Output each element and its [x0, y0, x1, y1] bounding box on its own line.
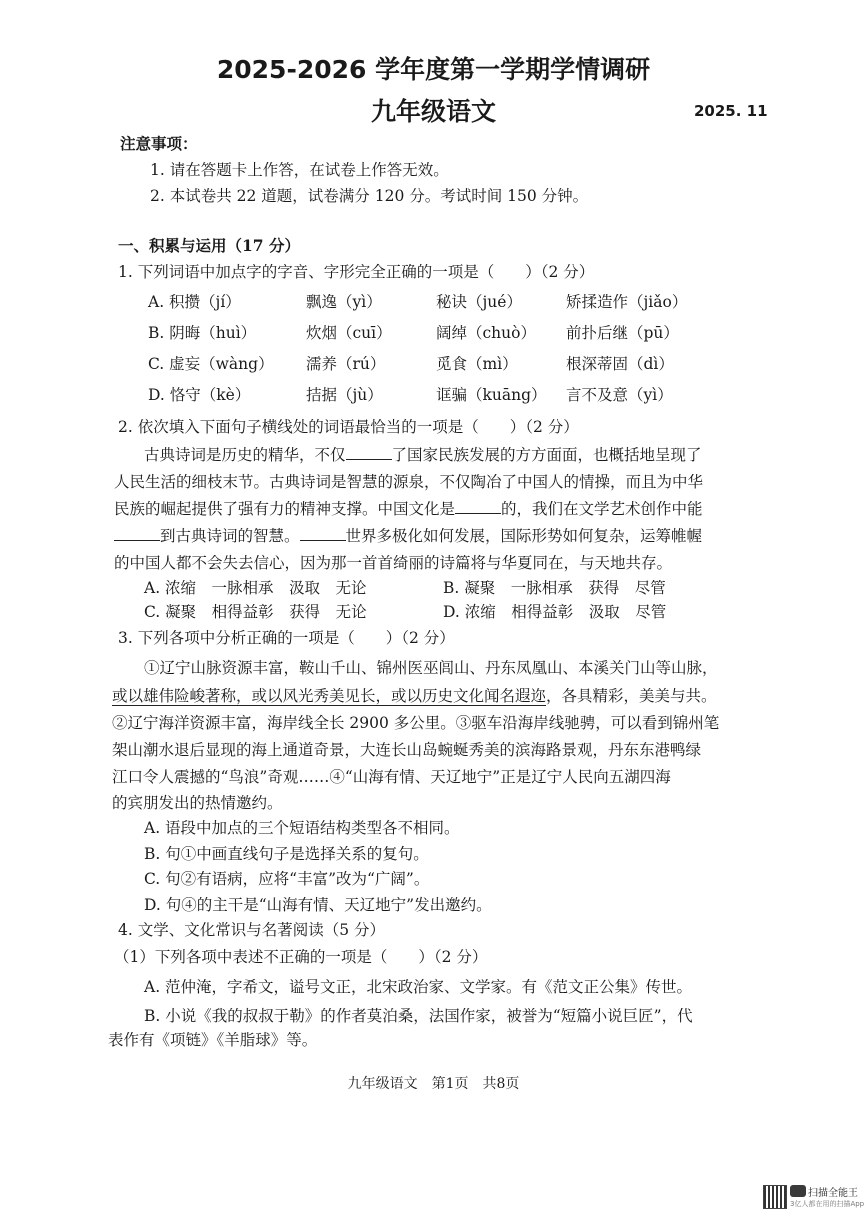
option-cell: 矫揉造作（jiǎo）: [566, 293, 688, 311]
option-cell: D. 恪守（kè）: [148, 386, 251, 404]
passage-text: 民族的崛起提供了强有力的精神支撑。中国文化是: [114, 500, 456, 518]
passage-line: [114, 524, 702, 546]
watermark-brand: 扫描全能王: [808, 1188, 858, 1199]
passage-line: 架山潮水退后显现的海上通道奇景，大连长山岛蜿蜒秀美的滨海路景观，丹东东港鸭绿: [112, 741, 702, 759]
passage-line: 的中国人都不会失去信心，因为那一首首绮丽的诗篇将与华夏同在，与天地共存。: [114, 554, 673, 572]
answer-blank: [455, 498, 501, 514]
passage-line: [114, 497, 703, 519]
option-cell: 飘逸（yì）: [306, 293, 382, 311]
option-item: A. 范仲淹，字希文，谥号文正，北宋政治家、文学家。有《范文正公集》传世。: [144, 978, 693, 996]
option-cell: 秘诀（jué）: [436, 293, 522, 311]
scanner-logo-icon: [790, 1185, 806, 1197]
answer-blank: [300, 525, 346, 541]
option-item: C. 凝聚 相得益彰 获得 无论: [144, 603, 367, 621]
section-heading: 一、积累与运用（17 分）: [118, 236, 300, 255]
option-item: 表作有《项链》《羊脂球》等。: [108, 1031, 318, 1049]
option-cell: 觅食（mì）: [436, 355, 518, 373]
option-item: A. 浓缩 一脉相承 汲取 无论: [144, 579, 367, 597]
answer-blank: [114, 525, 160, 541]
option-cell: A. 积攒（jí）: [148, 293, 241, 311]
passage-text: 世界多极化如何发展，国际形势如何复杂，运筹帷幄: [345, 527, 703, 545]
notice-item: 1. 请在答题卡上作答，在试卷上作答无效。: [150, 161, 449, 179]
exam-subtitle: 九年级语文: [370, 97, 496, 126]
option-item: B. 句①中画直线句子是选择关系的复句。: [144, 845, 429, 863]
passage-text: 古典诗词是历史的精华，不仅: [144, 446, 346, 464]
option-item: B. 凝聚 一脉相承 获得 尽管: [443, 579, 666, 597]
question-stem: 2. 依次填入下面句子横线处的词语最恰当的一项是（ ）（2 分）: [118, 418, 579, 436]
option-item: B. 小说《我的叔叔于勒》的作者莫泊桑，法国作家，被誉为“短篇小说巨匠”，代: [144, 1007, 693, 1025]
page-footer: 九年级语文 第1页 共8页: [347, 1076, 520, 1092]
notice-item: 2. 本试卷共 22 道题，试卷满分 120 分。考试时间 150 分钟。: [150, 187, 589, 205]
option-cell: B. 阴晦（huì）: [148, 324, 257, 342]
option-item: D. 句④的主干是“山海有情、天辽地宁”发出邀约。: [144, 896, 492, 914]
passage-line: 江口令人震撼的“鸟浪”奇观……④“山海有情、天辽地宁”正是辽宁人民向五湖四海: [112, 768, 671, 786]
option-cell: 根深蒂固（dì）: [566, 355, 674, 373]
option-item: A. 语段中加点的三个短语结构类型各不相同。: [144, 819, 460, 837]
option-cell: 阔绰（chuò）: [436, 324, 536, 342]
option-cell: 诓骗（kuāng）: [436, 386, 547, 404]
answer-blank: [346, 444, 392, 460]
notice-heading: 注意事项：: [120, 134, 198, 153]
passage-line: 人民生活的细枝末节。古典诗词是智慧的源泉，不仅陶冶了中国人的情操，而且为中华: [114, 473, 704, 491]
question-stem: 1. 下列词语中加点字的字音、字形完全正确的一项是（ ）（2 分）: [118, 263, 595, 281]
option-cell: 炊烟（cuī）: [306, 324, 392, 342]
sub-question-stem: （1）下列各项中表述不正确的一项是（ ）（2 分）: [114, 948, 488, 966]
underlined-sentence: 或以雄伟险峻著称，或以风光秀美见长，或以历史文化闻名遐迩: [112, 687, 547, 705]
passage-line: ②辽宁海洋资源丰富，海岸线全长 2900 多公里。③驱车沿海岸线驰骋，可以看到锦州笔: [112, 714, 720, 732]
passage-line: 的宾朋发出的热情邀约。: [112, 794, 283, 812]
question-stem: 3. 下列各项中分析正确的一项是（ ）（2 分）: [118, 629, 455, 647]
exam-title: 2025-2026 学年度第一学期学情调研: [216, 55, 651, 84]
watermark-subtext: 3亿人都在用的扫描App: [790, 1200, 865, 1208]
option-cell: 拮据（jù）: [306, 386, 383, 404]
option-cell: C. 虚妄（wàng）: [148, 355, 274, 373]
option-cell: 言不及意（yì）: [566, 386, 673, 404]
passage-text: 到古典诗词的智慧。: [160, 527, 300, 545]
passage-text: 的，我们在文学艺术创作中能: [501, 500, 703, 518]
option-item: C. 句②有语病，应将“丰富”改为“广阔”。: [144, 870, 430, 888]
option-cell: 前扑后继（pū）: [566, 324, 679, 342]
question-stem: 4. 文学、文化常识与名著阅读（5 分）: [118, 921, 386, 939]
passage-line: ①辽宁山脉资源丰富，鞍山千山、锦州医巫闾山、丹东凤凰山、本溪关门山等山脉，: [144, 659, 718, 677]
passage-line: [112, 684, 717, 706]
passage-line: [144, 443, 702, 465]
passage-text: 了国家民族发展的方方面面，也概括地呈现了: [391, 446, 702, 464]
exam-date: 2025. 11: [694, 102, 768, 120]
option-cell: 濡养（rú）: [306, 355, 386, 373]
passage-text: ，各具精彩，美美与共。: [546, 687, 717, 705]
option-item: D. 浓缩 相得益彰 汲取 尽管: [443, 603, 667, 621]
qr-code-icon: [763, 1185, 787, 1209]
